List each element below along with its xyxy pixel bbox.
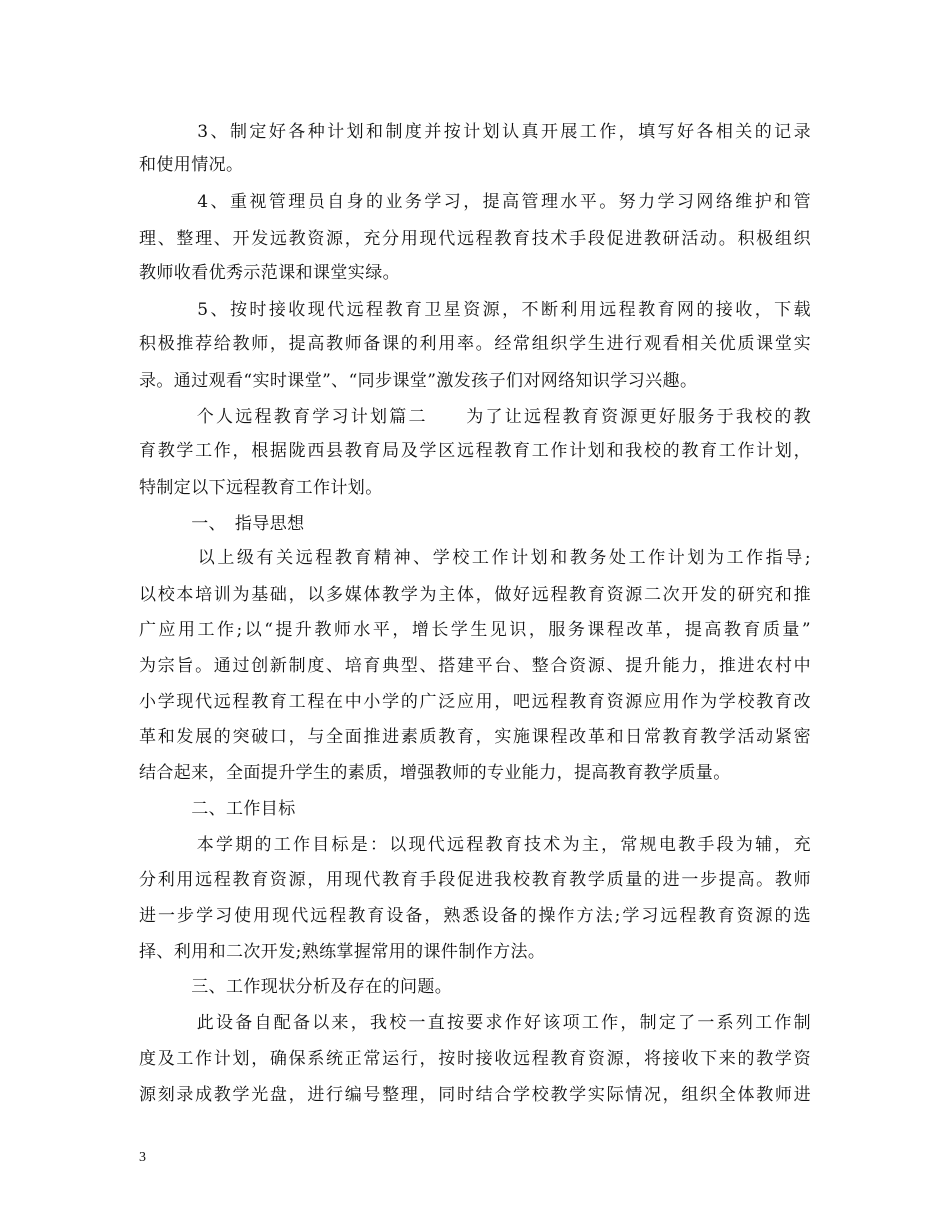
text-line: 源刻录成教学光盘，进行编号整理，同时结合学校教学实际情况，组织全体教师进: [139, 1085, 811, 1105]
text-line: 为宗旨。通过创新制度、培育典型、搭建平台、整合资源、提升能力，推进农村中: [139, 656, 811, 676]
text-line: 育教学工作，根据陇西县教育局及学区远程教育工作计划和我校的教育工作计划，: [139, 441, 811, 461]
text-line: 度及工作计划，确保系统正常运行，按时接收远程教育资源，将接收下来的教学资: [139, 1049, 811, 1069]
text-line: 择、利用和二次开发;熟练掌握常用的课件制作方法。: [139, 942, 546, 962]
text-line: 和使用情况。: [139, 155, 244, 175]
text-line: 进一步学习使用现代远程教育设备，熟悉设备的操作方法;学习远程教育资源的选: [139, 906, 811, 926]
text-line: 5、按时接收现代远程教育卫星资源，不断利用远程教育网的接收，下载: [139, 300, 811, 320]
page-number: 3: [139, 1150, 146, 1165]
text-line: 小学现代远程教育工程在中小学的广泛应用，吧远程教育资源应用作为学校教育改: [139, 692, 811, 712]
section-heading: 二、工作目标: [139, 799, 296, 819]
text-line: 录。通过观看“实时课堂”、“同步课堂”激发孩子们对网络知识学习兴趣。: [139, 371, 698, 391]
text-line: 结合起来，全面提升学生的素质，增强教师的专业能力，提高教育教学质量。: [139, 763, 731, 783]
text-line: 革和发展的突破口，与全面推进素质教育，实施课程改革和日常教育教学活动紧密: [139, 727, 811, 747]
text-line: 理、整理、开发远教资源，充分用现代远程教育技术手段促进教研活动。积极组织: [139, 229, 811, 249]
text-line: 以上级有关远程教育精神、学校工作计划和教务处工作计划为工作指导;: [139, 548, 811, 568]
section-heading: 一、 指导思想: [139, 514, 305, 534]
text-line: 特制定以下远程教育工作计划。: [139, 478, 383, 498]
text-line: 广应用工作;以“提升教师水平，增长学生见识，服务课程改革，提高教育质量”: [139, 620, 811, 640]
text-line: 本学期的工作目标是：以现代远程教育技术为主，常规电教手段为辅，充: [139, 835, 811, 855]
text-line: 4、重视管理员自身的业务学习，提高管理水平。努力学习网络维护和管: [139, 192, 811, 212]
text-line: 以校本培训为基础，以多媒体教学为主体，做好远程教育资源二次开发的研究和推: [139, 585, 811, 605]
text-line: 此设备自配备以来，我校一直按要求作好该项工作，制定了一系列工作制: [139, 1013, 811, 1033]
text-line: 分利用远程教育资源，用现代教育手段促进我校教育教学质量的进一步提高。教师: [139, 870, 811, 890]
text-line: 3、制定好各种计划和制度并按计划认真开展工作，填写好各相关的记录: [139, 122, 811, 142]
text-line: 积极推荐给教师，提高教师备课的利用率。经常组织学生进行观看相关优质课堂实: [139, 334, 811, 354]
text-line: 教师收看优秀示范课和课堂实绿。: [139, 263, 400, 283]
section-heading: 三、工作现状分析及存在的问题。: [139, 977, 453, 997]
text-line: 个人远程教育学习计划篇二 为了让远程教育资源更好服务于我校的教: [139, 407, 811, 427]
